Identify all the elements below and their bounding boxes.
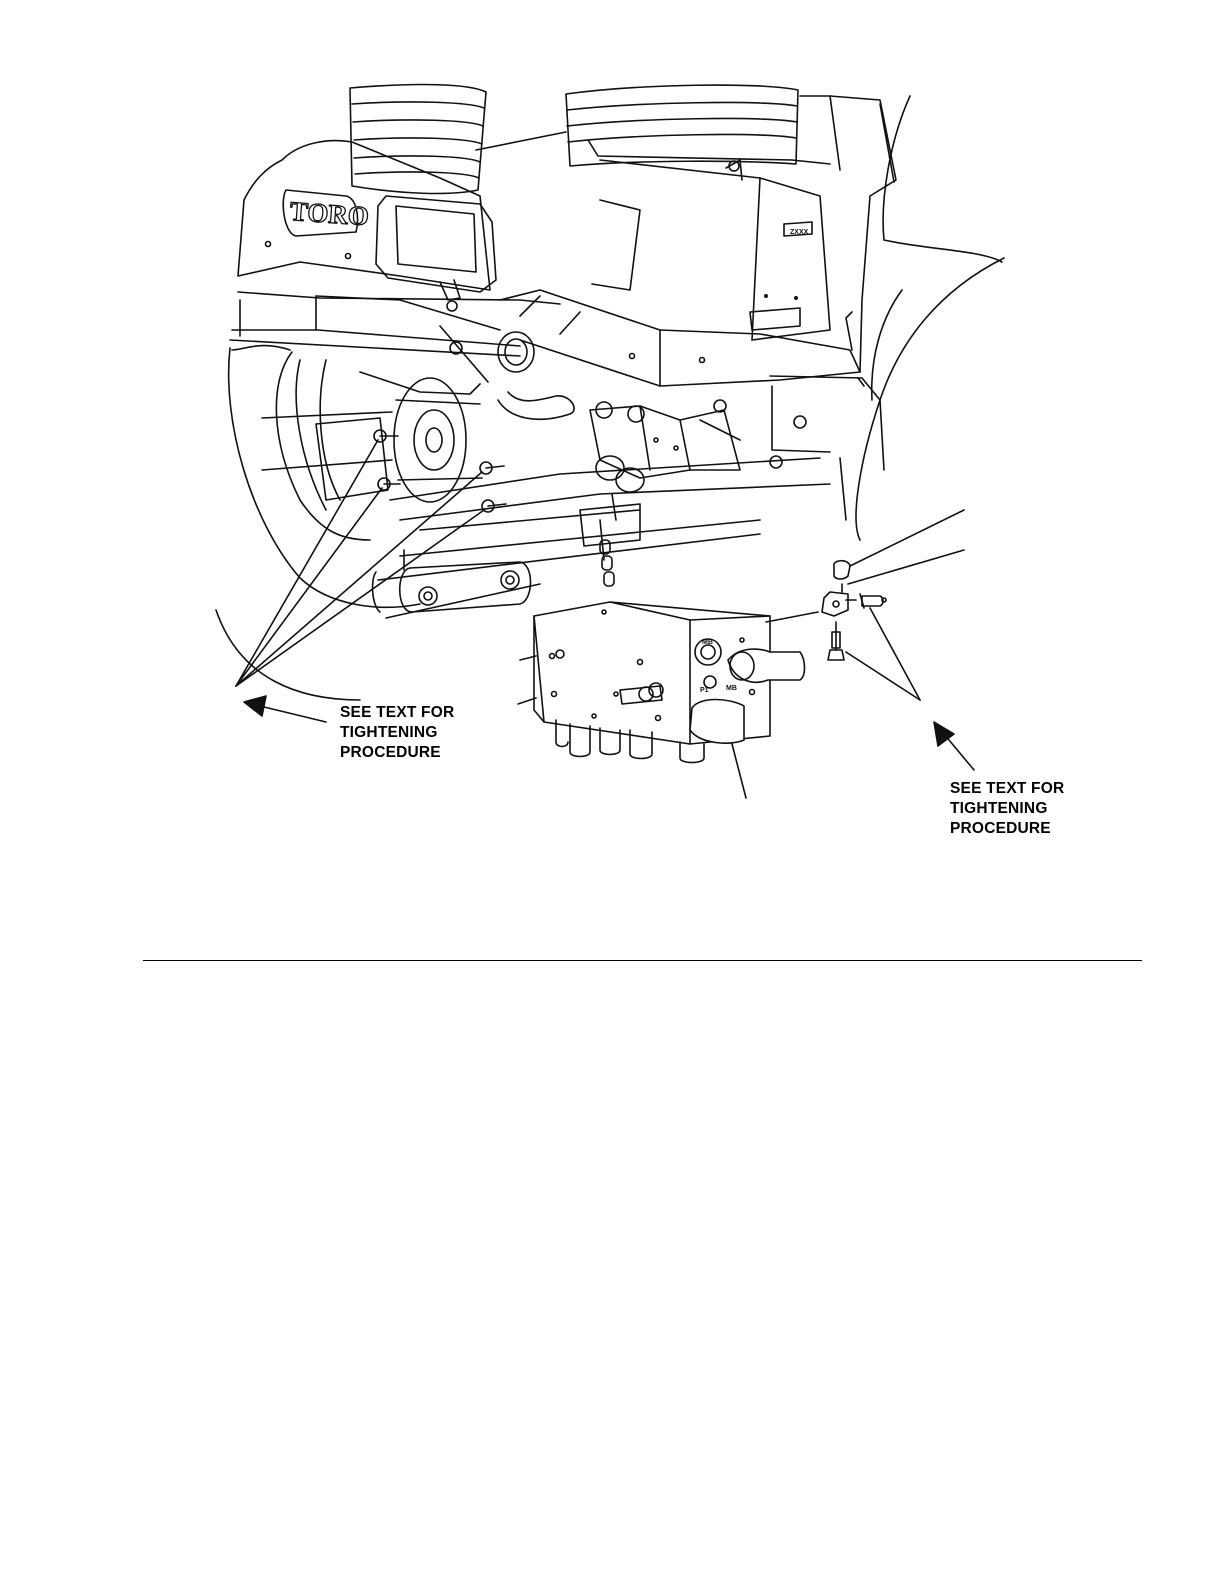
- port-label-p1-upper: P1: [700, 687, 709, 694]
- seat-bellows: [350, 85, 798, 194]
- callout-left-line-2: TIGHTENING: [340, 724, 438, 741]
- callout-right-line-3: PROCEDURE: [950, 820, 1051, 837]
- callout-right-line-2: TIGHTENING: [950, 800, 1048, 817]
- decal-label: ZXXX: [790, 229, 809, 236]
- callout-text-right: [950, 779, 1064, 839]
- callout-text-left: [340, 703, 454, 763]
- port-label-mb-lower: MB: [726, 685, 737, 692]
- callout-right-arrow: [934, 722, 974, 770]
- callout-left-line-3: PROCEDURE: [340, 744, 441, 761]
- callout-right-leaders: [846, 608, 920, 700]
- hood: [238, 141, 496, 311]
- port-label-mb-upper: MB: [702, 639, 713, 646]
- mounting-hardware: [822, 510, 964, 660]
- callout-right-line-1: SEE TEXT FOR: [950, 780, 1065, 797]
- hydraulic-manifold: [518, 602, 818, 798]
- axle-assembly: [262, 326, 830, 618]
- horizontal-divider: [143, 960, 1142, 961]
- rear-tire: [216, 346, 482, 700]
- toro-logo: TORO: [288, 195, 370, 232]
- callout-left-leaders: [236, 440, 484, 686]
- callout-left-arrow: [244, 696, 326, 722]
- callout-left-line-1: SEE TEXT FOR: [340, 704, 455, 721]
